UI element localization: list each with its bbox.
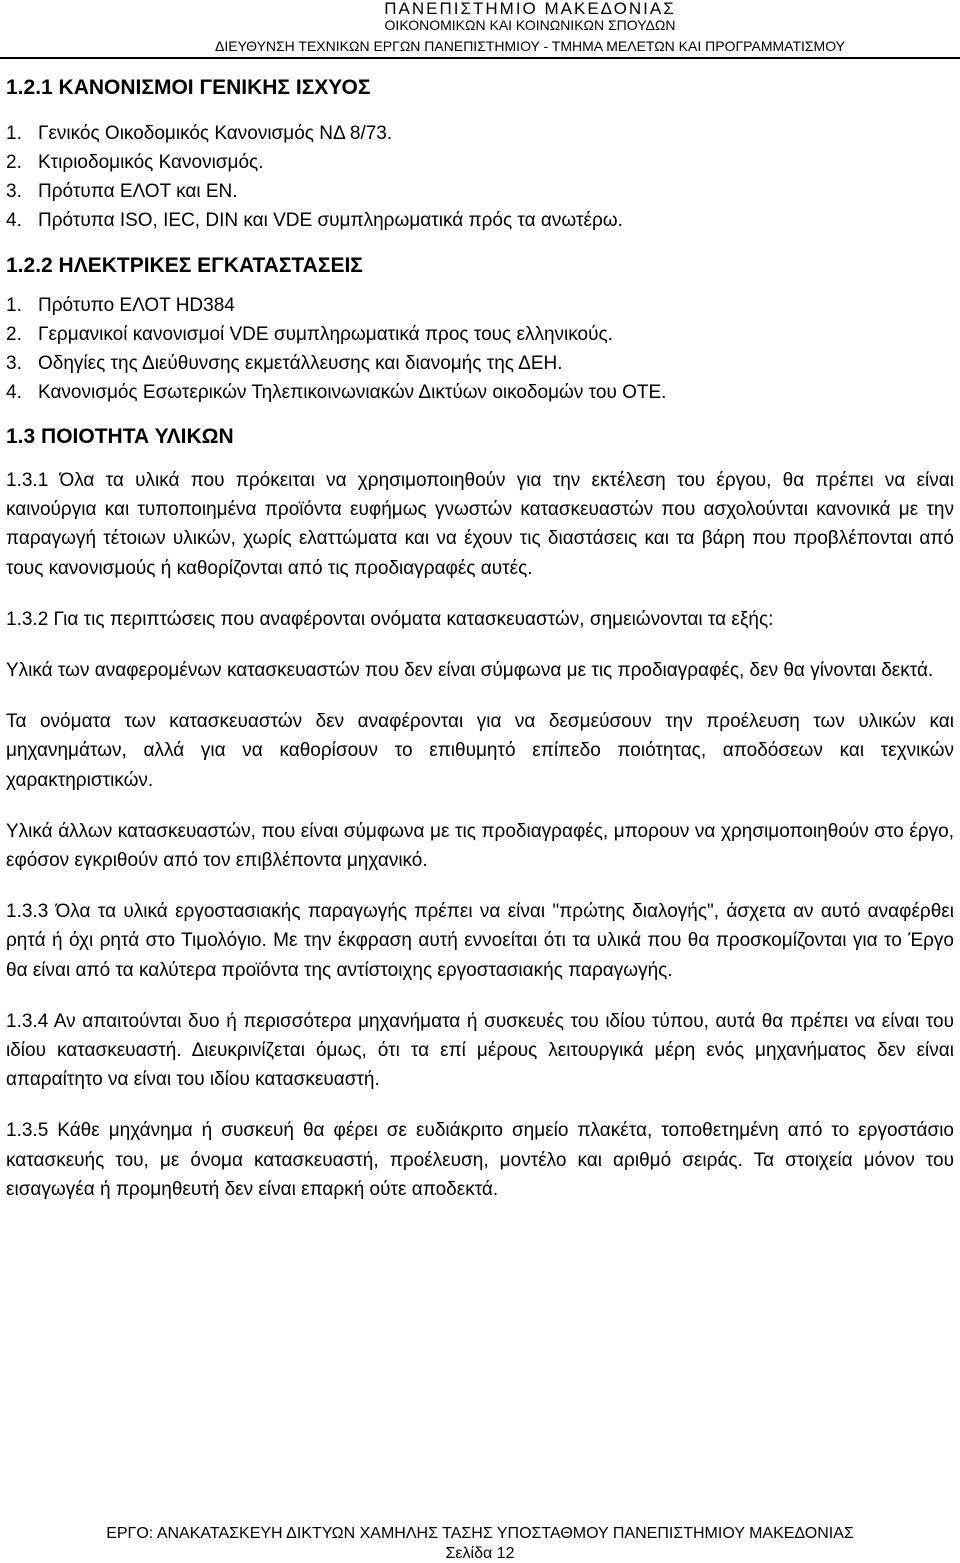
paragraph: Υλικά των αναφερομένων κατασκευαστών που δεν είναι σύμφωνα με τις προδιαγραφές, δεν θα γίνονται δεκτά. [6,660,934,682]
paragraph: 1.3.1 Όλα τα υλικά που πρόκειται να χρησιμοποιηθούν για την εκτέλεση του έργου, θα πρέπει να είναι καινούργια και τυποποιημένα προϊόντα ευφήμως γνωστών κατασκευαστών που ασχολούνται κανονικά με την παραγωγή τέτοιων υλικών, χωρίς ελαττώματα και να έχουν τις διαστάσεις και τα βάρη που προβλέπονται από τους κανονισμούς ή καθορίζονται από τις προδιαγραφές αυτές. [6,470,954,579]
list-general-regulations [6,119,954,235]
footer-project: ΕΡΓΟ: ΑΝΑΚΑΤΑΣΚΕΥΗ ΔΙΚΤΥΩΝ ΧΑΜΗΛΗΣ ΤΑΣΗΣ ΥΠΟΣΤΑΘΜΟΥ ΠΑΝΕΠΙΣΤΗΜΙΟΥ ΜΑΚΕΔΟΝΙΑΣ [106,1525,854,1542]
list-item: 2. Γερμανικοί κανονισμοί VDE συμπληρωματικά προς τους ελληνικούς. [6,324,613,345]
paragraph: 1.3.3 Όλα τα υλικά εργοστασιακής παραγωγής πρέπει να είναι "πρώτης διαλογής", άσχετα αν αυτό αναφέρθει ρητά ή όχι ρητά στο Τιμολόγιο. Με την έκφραση αυτή εννοείται ότι τα υλικά που θα προσκομίζονται για το Έργο θα είναι από τα καλύτερα προϊόντα της αντίστοιχης εργοστασιακής παραγωγής. [6,901,954,981]
list-item: 1. Γενικός Οικοδομικός Κανονισμός ΝΔ 8/73. [6,123,393,144]
list-item: 3. Πρότυπα ΕΛΟΤ και ΕΝ. [6,181,238,202]
section-title-1-2-2: 1.2.2 ΗΛΕΚΤΡΙΚΕΣ ΕΓΚΑΤΑΣΤΑΣΕΙΣ [6,254,363,277]
list-item: 3. Οδηγίες της Διεύθυνσης εκμετάλλευσης και διανομής της ΔΕΗ. [6,353,563,374]
section-title-1-3: 1.3 ΠΟΙΟΤΗΤΑ ΥΛΙΚΩΝ [6,425,234,448]
header-divider [0,57,960,59]
header-department: ΔΙΕΥΘΥΝΣΗ ΤΕΧΝΙΚΩΝ ΕΡΓΩΝ ΠΑΝΕΠΙΣΤΗΜΙΟΥ - ΤΜΗΜΑ ΜΕΛΕΤΩΝ ΚΑΙ ΠΡΟΓΡΑΜΜΑΤΙΣΜΟΥ [215,38,845,54]
list-item: 2. Κτιριοδομικός Κανονισμός. [6,152,264,173]
paragraph: Υλικά άλλων κατασκευαστών, που είναι σύμφωνα με τις προδιαγραφές, μπορουν να χρησιμοποιηθούν στο έργο, εφόσον εγκριθούν από τον επιβλέποντα μηχανικό. [6,820,954,872]
list-electrical-installations [6,291,954,407]
paragraph: 1.3.2 Για τις περιπτώσεις που αναφέρονται ονόματα κατασκευαστών, σημειώνονται τα εξής: [6,608,774,630]
list-item: 4. Κανονισμός Εσωτερικών Τηλεπικοινωνιακών Δικτύων οικοδομών του ΟΤΕ. [6,382,667,403]
document-body [6,74,954,1226]
header-school: ΟΙΚΟΝΟΜΙΚΩΝ ΚΑΙ ΚΟΙΝΩΝΙΚΩΝ ΣΠΟΥΔΩΝ [384,17,676,33]
list-item: 1. Πρότυπο ΕΛΟΤ HD384 [6,295,235,316]
header-university: ΠΑΝΕΠΙΣΤΗΜΙΟ ΜΑΚΕΔΟΝΙΑΣ [384,0,676,18]
page-number: Σελίδα 12 [445,1545,515,1562]
paragraph: Τα ονόματα των κατασκευαστών δεν αναφέρονται για να δεσμεύσουν την προέλευση των υλικών και μηχανημάτων, αλλά για να καθορίσουν το επιθυμητό επίπεδο ποιότητας, αποδόσεων και τεχνικών χαρακτηριστικών. [6,711,954,791]
section-title-1-2-1: 1.2.1 ΚΑΝΟΝΙΣΜΟΙ ΓΕΝΙΚΗΣ ΙΣΧΥΟΣ [6,76,371,99]
paragraph: 1.3.5 Κάθε μηχάνημα ή συσκευή θα φέρει σε ευδιάκριτο σημείο πλακέτα, τοποθετημένη από το εργοστάσιο κατασκευής του, με όνομα κατασκευαστή, προέλευση, μοντέλο και αριθμό σειράς. Τα στοιχεία μόνον του εισαγωγέα ή προμηθευτή δεν είναι επαρκή ούτε αποδεκτά. [6,1120,954,1200]
paragraph: 1.3.4 Αν απαιτούνται δυο ή περισσότερα μηχανήματα ή συσκευές του ιδίου τύπου, αυτά θα πρέπει να είναι του ιδίου κατασκευαστή. Διευκρινίζεται όμως, ότι τα επί μέρους λειτουργικά μέρη ενός μηχανήματος δεν είναι απαραίτητο να είναι του ιδίου κατασκευαστή. [6,1010,954,1091]
list-item: 4. Πρότυπα ISO, IEC, DIN και VDE συμπληρωματικά πρός τα ανωτέρω. [6,210,623,231]
